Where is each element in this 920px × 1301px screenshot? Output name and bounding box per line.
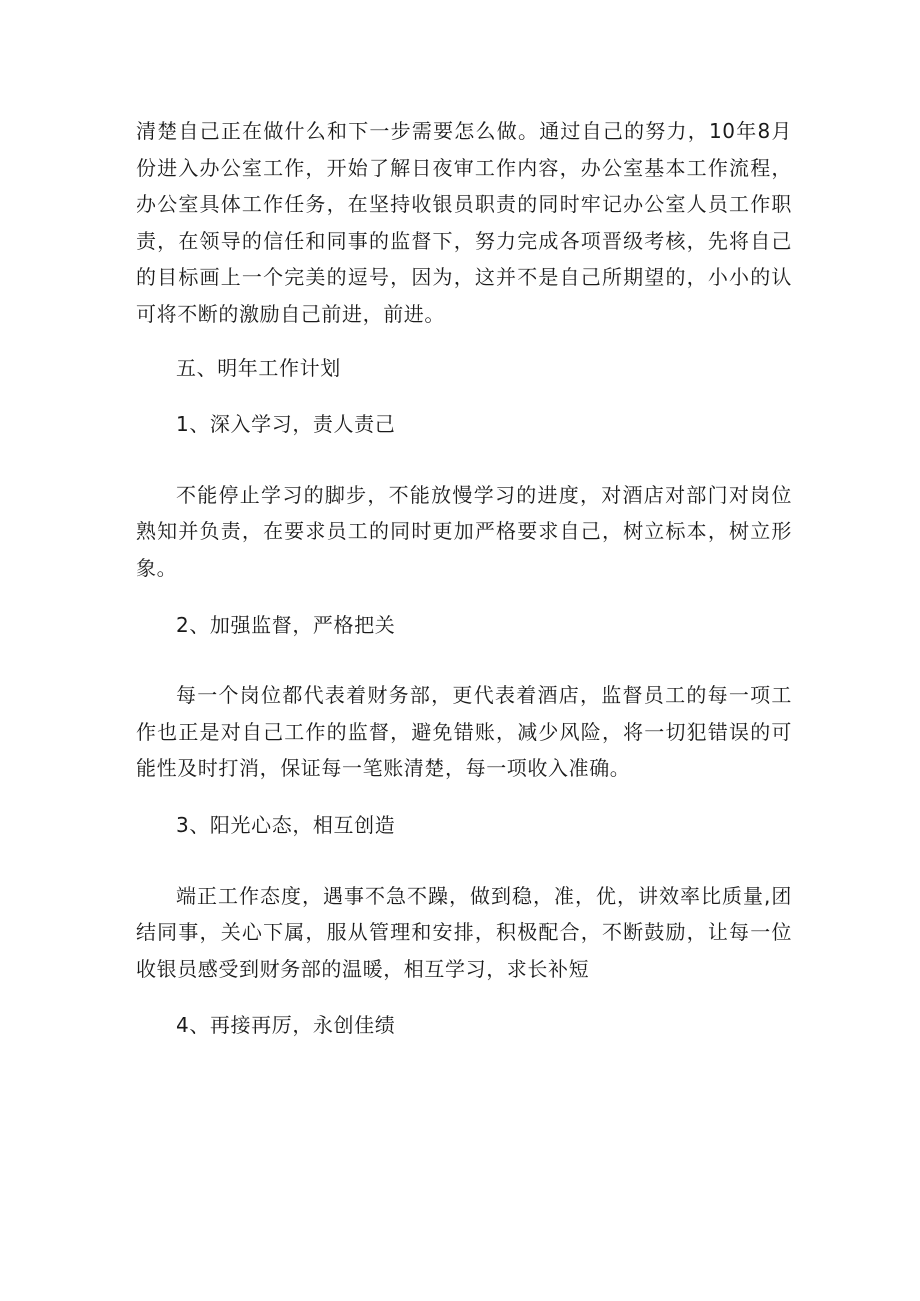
spacer [136, 333, 792, 350]
spacer [136, 643, 792, 677]
subheading-2: 2、加强监督，严格把关 [176, 612, 396, 637]
spacer [136, 844, 792, 878]
spacer [136, 443, 792, 477]
paragraph-intro: 清楚自己正在做什么和下一步需要怎么做。通过自己的努力，10年8月份进入办公室工作，开始了解日夜审工作内容，办公室基本工作流程，办公室具体工作任务，在坚持收银员职责的同时牢记办公室人员工作职责，在领导的信任和同事的监督下，努力完成各项晋级考核，先将自己的目标画上一个完美的逗号，因为，这并不是自己所期望的，小小的认可将不断的激励自己前进，前进。 [136, 119, 792, 326]
paragraph-3: 端正工作态度，遇事不急不躁，做到稳，准，优，讲效率比质量,团结同事，关心下属，服从管理和安排，积极配合，不断鼓励，让每一位收银员感受到财务部的温暖，相互学习，求长补短 [136, 883, 792, 981]
spacer [136, 987, 792, 1007]
spacer [136, 787, 792, 807]
section-heading-plan: 五、明年工作计划 [176, 355, 341, 380]
document-body [136, 113, 792, 1044]
spacer [136, 587, 792, 607]
subheading-4: 4、再接再厉，永创佳绩 [176, 1013, 396, 1038]
paragraph-2: 每一个岗位都代表着财务部，更代表着酒店，监督员工的每一项工作也正是对自己工作的监督，避免错账，减少风险，将一切犯错误的可能性及时打消，保证每一笔账清楚，每一项收入准确。 [136, 683, 792, 781]
spacer [136, 386, 792, 406]
subheading-3: 3、阳光心态，相互创造 [176, 812, 396, 837]
paragraph-1: 不能停止学习的脚步，不能放慢学习的进度，对酒店对部门对岗位熟知并负责，在要求员工的同时更加严格要求自己，树立标本，树立形象。 [136, 482, 792, 580]
subheading-1: 1、深入学习，责人责己 [176, 412, 396, 437]
